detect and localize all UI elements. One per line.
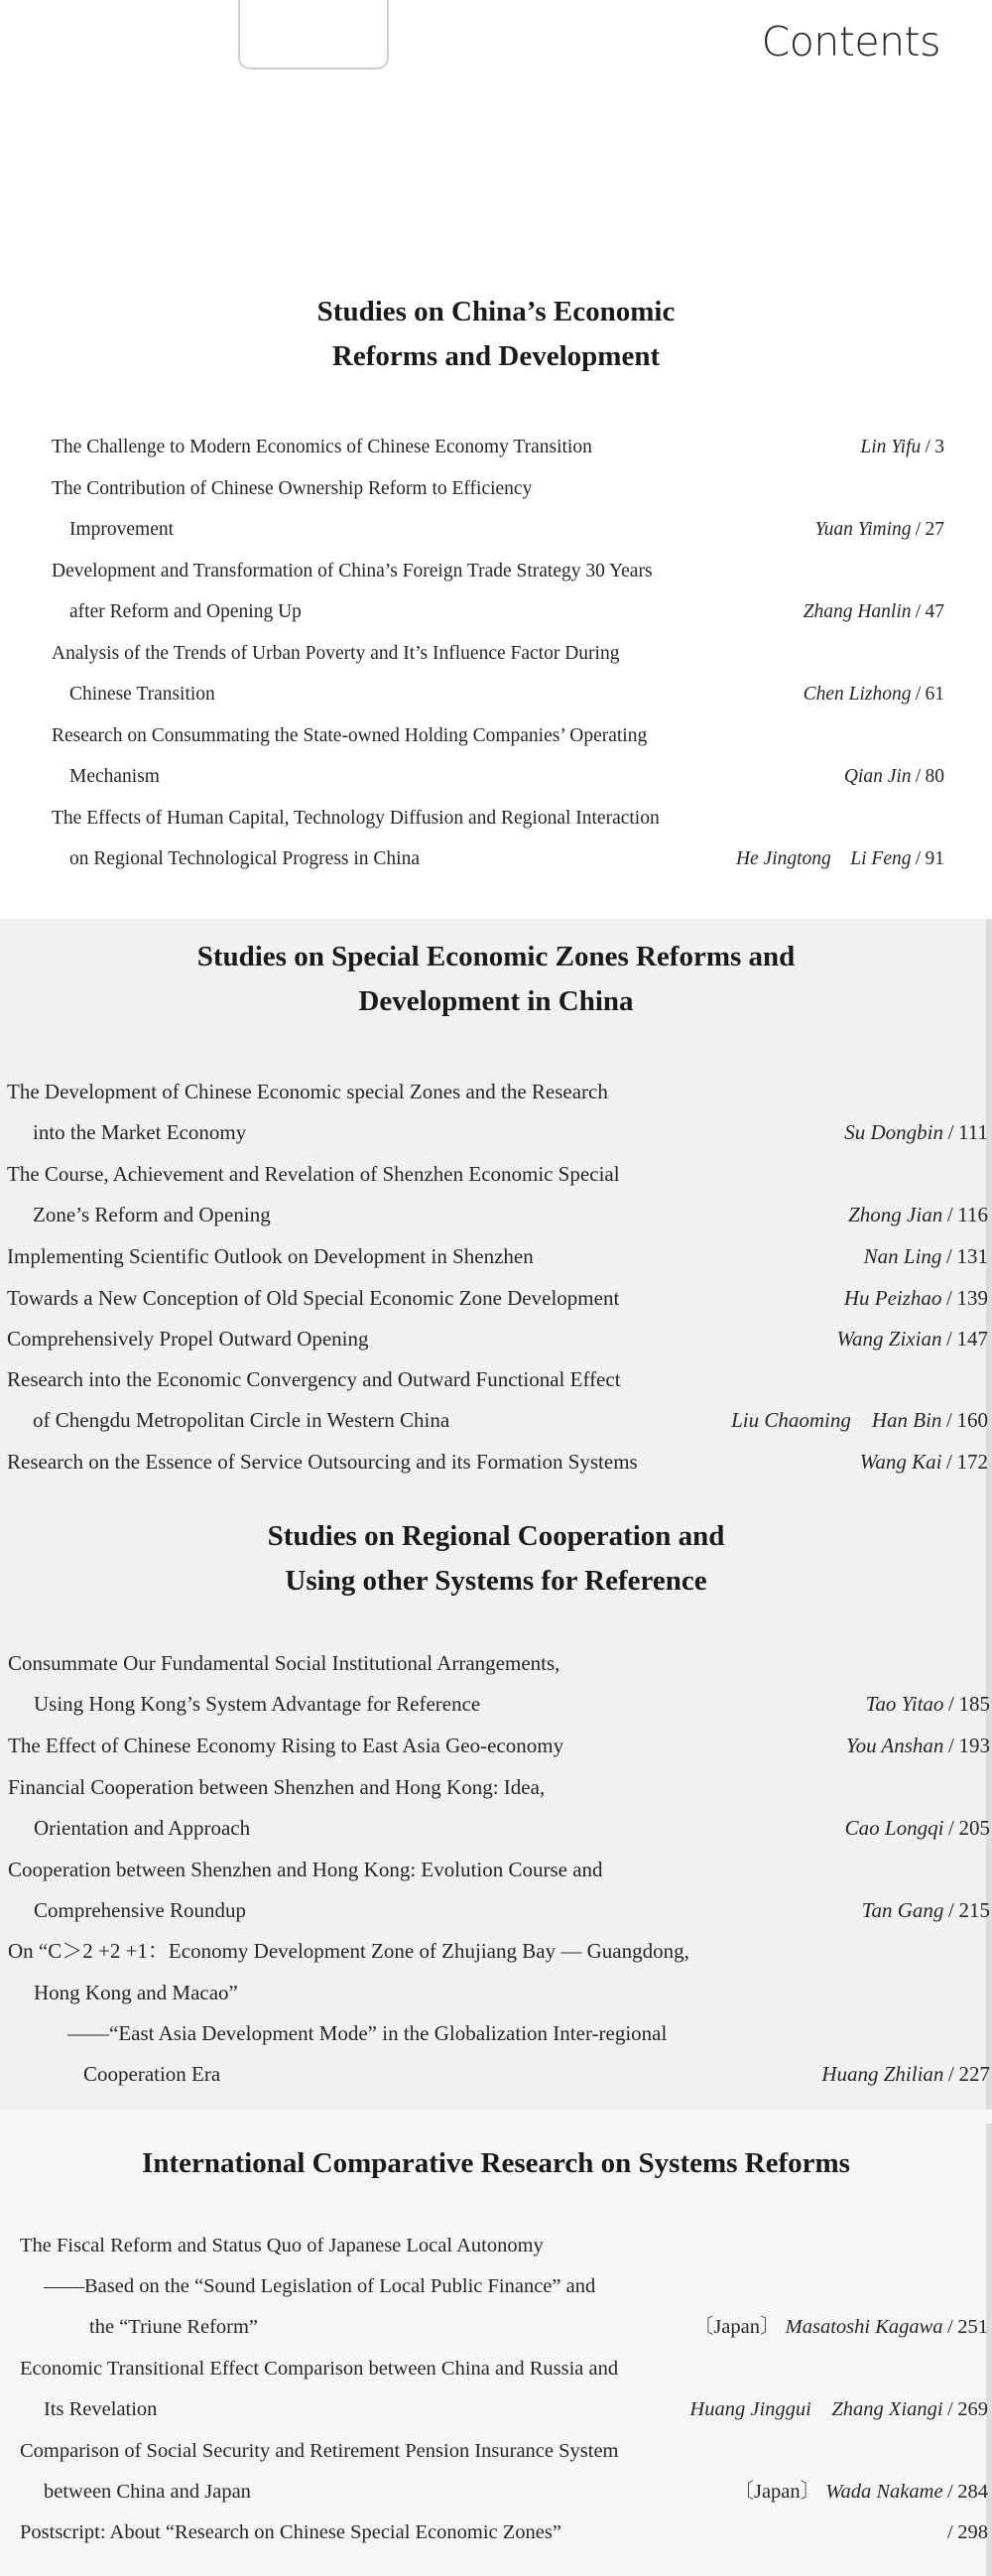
entry-meta [844,1120,988,1145]
author-name: Masatoshi Kagawa [785,2316,943,2338]
author-name: You Anshan [845,1734,944,1757]
section-heading-line: Studies on China’s Economic [316,296,676,327]
section-heading [0,1514,992,1604]
toc-entry-line [8,1851,990,1890]
entry-meta [846,1734,990,1758]
entry-meta [733,2474,988,2504]
entry-meta [836,1327,988,1352]
toc-entry[interactable] [20,2349,988,2430]
page-separator: / [947,2316,953,2338]
toc-entry[interactable] [8,1644,990,1726]
author-name: Tan Gang [861,1898,944,1922]
toc-entry[interactable] [52,798,944,879]
author-name: Chen Lizhong [803,684,912,705]
author-name: He Jingtong [735,848,831,869]
toc-entry[interactable] [7,1279,988,1320]
entry-meta [860,1450,988,1475]
author-name: Zhang Hanlin [803,601,912,622]
page-separator: / [946,1450,952,1474]
toc-entry[interactable] [7,1073,988,1154]
page-separator: / [948,1898,954,1922]
entry-title-text: Hong Kong and Macao” [34,1981,238,2004]
entry-meta [736,848,944,870]
section-heading-line: International Comparative Research on Systems Reforms [142,2147,850,2179]
entry-title-text: after Reform and Opening Up [69,601,302,622]
entry-meta [860,437,944,458]
toc-entry[interactable] [8,1851,990,1932]
entry-title-text: Postscript: About “Research on Chinese Special Economic Zones” [20,2521,561,2543]
entry-meta [866,1692,990,1717]
toc-entry-line [52,427,944,466]
page-number: 193 [958,1734,990,1757]
page-number: 147 [956,1327,988,1351]
toc-entry-line [20,2472,988,2512]
toc-entry[interactable] [52,427,944,467]
toc-entry-line [8,1768,990,1808]
page-separator: / [946,1408,952,1432]
toc-entry[interactable] [8,1768,990,1850]
toc-entry-line [52,756,944,796]
page-number: 111 [958,1120,988,1144]
toc-entry-line [7,1113,988,1153]
author-name: Su Dongbin [844,1120,943,1144]
toc-entry-line [20,2266,988,2306]
page-separator: / [915,519,922,540]
toc-entry-line [52,798,944,837]
entry-title-text: ——Based on the “Sound Legislation of Local Public Finance” and [44,2275,596,2297]
entry-meta [689,2398,988,2421]
entry-title-text: Comparison of Social Security and Retirement Pension Insurance System [20,2440,619,2462]
author-name: Cao Longqi [844,1816,944,1840]
entry-title-text: Implementing Scientific Outlook on Development in Shenzhen [7,1244,534,1268]
page-number: 116 [957,1203,988,1226]
page-separator: / [948,1692,954,1716]
toc-entry-line [20,2307,988,2347]
entry-title-text: the “Triune Reform” [89,2316,259,2338]
entry-title-text: Orientation and Approach [34,1816,251,1840]
toc-entry[interactable] [20,2226,988,2348]
author-name: Lin Yifu [860,437,922,457]
entry-title-text: Research on Consummating the State-owned Holding Companies’ Operating [52,725,648,746]
page-separator: / [948,1816,954,1840]
toc-entry-line [8,2014,990,2054]
entry-title-text: of Chengdu Metropolitan Circle in Western China [33,1408,450,1432]
section-heading [0,2141,992,2186]
toc-entry[interactable] [8,1933,990,2096]
entry-title-text: Cooperation between Shenzhen and Hong Kong: Evolution Course and [8,1858,603,1881]
toc-entry-line [20,2226,988,2265]
entry-title-text: Using Hong Kong’s System Advantage for Reference [34,1692,481,1716]
toc-entry[interactable] [8,1727,990,1767]
entry-title-text: on Regional Technological Progress in China [69,848,421,869]
entry-title-text: The Effects of Human Capital, Technology Diffusion and Regional Interaction [52,808,660,829]
entry-title-text: Towards a New Conception of Old Special Economic Zone Development [7,1286,620,1310]
author-name: Hu Peizhao [843,1286,942,1310]
entry-title-text: The Course, Achievement and Revelation of Shenzhen Economic Special [7,1162,620,1186]
page-number: 205 [958,1816,990,1840]
page-number: 172 [956,1450,988,1474]
author-name: Nan Ling [863,1244,942,1268]
page-separator: / [947,2481,953,2503]
entry-title-text: ——“East Asia Development Mode” in the Globalization Inter-regional [67,2021,668,2045]
entry-title-text: The Contribution of Chinese Ownership Reform to Efficiency [52,478,533,499]
author-name: Qian Jin [843,766,912,787]
entry-meta [848,1203,988,1227]
author-name: Huang Zhilian [821,2062,944,2086]
page-separator: / [946,1203,953,1226]
entry-title-text: The Development of Chinese Economic special Zones and the Research [7,1080,608,1103]
author-name: Li Feng [850,848,912,869]
toc-entry[interactable] [7,1360,988,1442]
toc-entry[interactable] [52,633,944,714]
toc-entry-line [7,1279,988,1319]
page-number: 185 [958,1692,990,1716]
entry-title-text: Cooperation Era [83,2062,221,2086]
page-separator: / [915,848,922,869]
author-name: Han Bin [871,1408,942,1432]
toc-entry-line [52,838,944,878]
toc-entry-line [8,1809,990,1849]
entry-title-text: Economic Transitional Effect Comparison between China and Russia and [20,2358,619,2380]
author-name: Wada Nakame [825,2481,943,2503]
section-heading-line: Using other Systems for Reference [285,1564,707,1597]
page-number: 160 [956,1408,988,1432]
page-number: 91 [925,848,944,869]
section-heading-line: Studies on Regional Cooperation and [267,1520,725,1552]
section-heading-line: Development in China [358,984,634,1017]
toc-entry-line [52,509,944,549]
toc-entry[interactable] [7,1320,988,1360]
page-separator: / [915,766,922,787]
toc-entry-line [52,715,944,755]
entry-title-text: Comprehensively Propel Outward Opening [7,1327,369,1351]
entry-title-text: into the Market Economy [33,1120,247,1144]
entry-meta [844,766,944,788]
toc-entry-line [8,1727,990,1766]
entry-title-text: Mechanism [69,766,160,787]
page-separator: / [946,1244,952,1268]
page-separator: / [946,1286,952,1310]
toc-entry-line [8,1974,990,2013]
author-name: Wang Zixian [836,1327,942,1351]
toc-entry-line [8,1644,990,1684]
toc-entry-line [7,1196,988,1235]
entry-meta [804,601,944,623]
author-nationality: 〔Japan〕 [692,2316,781,2338]
page-number: 284 [957,2481,988,2503]
toc-entry-line [20,2349,988,2388]
author-name: Wang Kai [859,1450,942,1474]
entry-title-text: On “C＞2 +2 +1：Economy Development Zone of Zhujiang Bay — Guangdong, [8,1939,689,1963]
page-number: 215 [958,1898,990,1922]
page-number: 251 [957,2316,988,2338]
toc-entry[interactable] [52,715,944,797]
entry-title-text: Zone’s Reform and Opening [33,1203,271,1226]
entry-meta [864,1244,988,1269]
page-separator: / [915,684,922,705]
toc-entry[interactable] [52,551,944,632]
toc-entry-line [7,1320,988,1359]
entry-meta [693,2309,988,2339]
entry-meta [804,684,944,706]
author-name: Zhang Xiangi [831,2398,943,2420]
toc-entry-line [8,1933,990,1973]
toc-entry-line [7,1443,988,1482]
page-number: 298 [957,2521,988,2543]
toc-entry[interactable] [7,1155,988,1236]
page-separator: / [946,1327,952,1351]
page-number: 131 [956,1244,988,1268]
entry-meta [821,2062,990,2087]
section-heading [0,935,992,1024]
toc-entry-line [20,2431,988,2471]
entry-title-text: Analysis of the Trends of Urban Poverty and It’s Influence Factor During [52,643,620,664]
tab-outline-mark [238,0,389,69]
toc-entry-line [8,1685,990,1725]
page-separator: / [947,2398,953,2420]
toc-entry-line [52,468,944,508]
toc-entry-line [52,674,944,713]
toc-entry-line [8,2055,990,2095]
entry-meta [731,1408,988,1433]
entry-title-text: Its Revelation [44,2398,158,2420]
entry-title-text: Financial Cooperation between Shenzhen and Hong Kong: Idea, [8,1775,546,1799]
page-separator: / [947,2521,953,2543]
page-title: Contents [761,18,940,65]
author-name: Zhong Jian [848,1203,943,1226]
toc-entry-line [20,2389,988,2429]
toc-entry-line [20,2512,988,2552]
entry-title-text: The Fiscal Reform and Status Quo of Japanese Local Autonomy [20,2235,544,2256]
page-separator: / [948,2062,954,2086]
toc-entry[interactable] [20,2431,988,2512]
entry-title-text: Development and Transformation of China’s Foreign Trade Strategy 30 Years [52,561,653,581]
entry-title-text: The Challenge to Modern Economics of Chinese Economy Transition [52,437,592,457]
section-heading-line: Reforms and Development [331,339,661,372]
entry-title-text: Comprehensive Roundup [34,1898,247,1922]
entry-title-text: Chinese Transition [69,684,215,705]
author-name: Huang Jinggui [689,2398,811,2420]
author-name: Tao Yitao [865,1692,944,1716]
entry-title-text: Research on the Essence of Service Outsourcing and its Formation Systems [7,1450,638,1474]
page-separator: / [948,1734,954,1757]
page-number: 269 [957,2398,988,2420]
author-name: Liu Chaoming [731,1408,851,1432]
toc-entry-line [52,591,944,631]
page-separator: / [915,601,922,622]
page-number: 47 [925,601,944,622]
page-separator: / [925,437,930,457]
section-heading [0,290,992,379]
toc-entry[interactable] [7,1237,988,1278]
entry-meta [844,1286,988,1311]
author-nationality: 〔Japan〕 [733,2481,821,2503]
author-name: Yuan Yiming [814,519,912,540]
toc-entry-line [7,1401,988,1441]
entry-meta [862,1898,990,1923]
entry-meta [943,2521,988,2544]
page-number: 27 [925,519,944,540]
entry-meta [845,1816,990,1841]
entry-meta [815,519,944,541]
entry-title-text: Consummate Our Fundamental Social Institutional Arrangements, [8,1651,560,1675]
section-heading-line: Studies on Special Economic Zones Reforms and [196,941,796,972]
entry-title-text: Improvement [69,519,175,540]
page-number: 80 [925,766,944,787]
entry-title-text: The Effect of Chinese Economy Rising to East Asia Geo-economy [8,1734,564,1757]
entry-title-text: between China and Japan [44,2481,251,2503]
page-number: 61 [925,684,944,705]
toc-entry-line [7,1155,988,1195]
toc-entry-line [7,1073,988,1112]
entry-title-text: Research into the Economic Convergency and Outward Functional Effect [7,1367,621,1391]
toc-entry[interactable] [20,2512,988,2553]
toc-entry-line [8,1891,990,1931]
toc-entry[interactable] [7,1443,988,1483]
toc-entry-line [7,1237,988,1277]
page-number: 227 [958,2062,990,2086]
toc-entry[interactable] [52,468,944,550]
page-separator: / [947,1120,954,1144]
toc-entry-line [7,1360,988,1400]
page-number: 3 [934,437,944,457]
toc-entry-line [52,633,944,673]
page-number: 139 [956,1286,988,1310]
toc-entry-line [52,551,944,590]
